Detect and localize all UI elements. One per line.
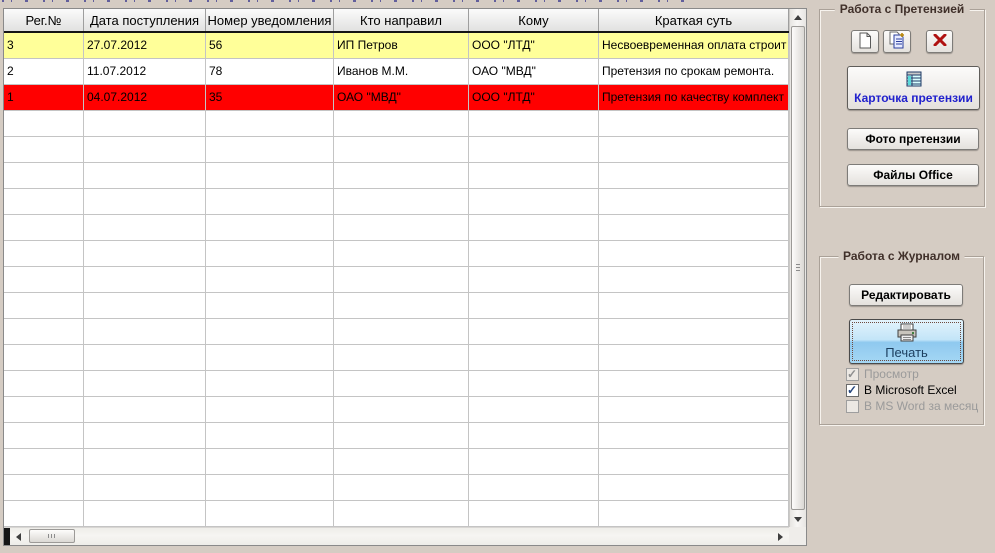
- new-claim-button[interactable]: [851, 30, 879, 53]
- table-row-empty[interactable]: [4, 293, 789, 319]
- table-cell[interactable]: ОАО "МВД": [469, 59, 599, 85]
- excel-checkbox[interactable]: [846, 384, 859, 397]
- table-cell[interactable]: ООО "ЛТД": [469, 33, 599, 59]
- arrow-up-icon: [794, 15, 802, 20]
- claims-journal-grid: [3, 8, 807, 546]
- journal-checkbox-row[interactable]: [846, 367, 919, 381]
- office-files-button-label: Файлы Office: [873, 168, 953, 182]
- claim-panel-groupbox: [819, 2, 985, 207]
- journal-checkbox-row[interactable]: [846, 383, 957, 397]
- table-row-empty[interactable]: [4, 371, 789, 397]
- table-cell[interactable]: 1: [4, 85, 84, 111]
- table-header: [4, 9, 789, 33]
- horizontal-scrollbar[interactable]: [4, 527, 789, 545]
- copy-document-icon: [888, 31, 906, 52]
- table-row[interactable]: [4, 33, 789, 59]
- column-header: Краткая суть: [599, 9, 789, 31]
- column-header: Кто направил: [334, 9, 469, 31]
- scroll-down-button[interactable]: [790, 511, 806, 527]
- claim-card-button[interactable]: [847, 66, 980, 110]
- scroll-left-button[interactable]: [11, 528, 26, 545]
- excel-checkbox-label: В Microsoft Excel: [864, 383, 957, 397]
- table-row-empty[interactable]: [4, 111, 789, 137]
- table-row-empty[interactable]: [4, 267, 789, 293]
- table-row-empty[interactable]: [4, 319, 789, 345]
- column-header: Номер уведомления: [206, 9, 334, 31]
- column-header: Рег.№: [4, 9, 84, 31]
- word-checkbox[interactable]: [846, 400, 859, 413]
- table-row-empty[interactable]: [4, 241, 789, 267]
- journal-checkbox-row[interactable]: [846, 399, 978, 413]
- table-row-empty[interactable]: [4, 345, 789, 371]
- scroll-right-button[interactable]: [773, 528, 788, 545]
- table-cell[interactable]: 56: [206, 33, 334, 59]
- delete-claim-button[interactable]: [926, 30, 953, 53]
- table-row-empty[interactable]: [4, 423, 789, 449]
- vertical-scroll-thumb[interactable]: [791, 26, 805, 510]
- table-row-empty[interactable]: [4, 137, 789, 163]
- table-cell[interactable]: ИП Петров: [334, 33, 469, 59]
- table-cell[interactable]: 2: [4, 59, 84, 85]
- journal-panel-title: Работа с Журналом: [838, 249, 965, 263]
- claim-panel-title: Работа с Претензией: [835, 2, 970, 16]
- edit-journal-button[interactable]: [849, 284, 963, 306]
- table-cell[interactable]: Несвоевременная оплата строит: [599, 33, 789, 59]
- table-cell[interactable]: 78: [206, 59, 334, 85]
- vertical-scrollbar[interactable]: [789, 9, 806, 527]
- table-cell[interactable]: 11.07.2012: [84, 59, 206, 85]
- thumb-grip-icon: [796, 264, 800, 272]
- table-cell[interactable]: ОАО "МВД": [334, 85, 469, 111]
- journal-panel-groupbox: [819, 249, 984, 425]
- claim-card-icon: [906, 71, 922, 90]
- thumb-grip-icon: [48, 534, 56, 538]
- office-files-button[interactable]: [847, 164, 979, 186]
- table-cell[interactable]: 3: [4, 33, 84, 59]
- table-row-empty[interactable]: [4, 501, 789, 527]
- table-body: [4, 33, 789, 527]
- table-cell[interactable]: Претензия по срокам ремонта.: [599, 59, 789, 85]
- claim-photo-button[interactable]: [847, 128, 979, 150]
- table-cell[interactable]: Иванов М.М.: [334, 59, 469, 85]
- clipped-title-remnant: [2, 0, 692, 2]
- table-cell[interactable]: 35: [206, 85, 334, 111]
- table-row-empty[interactable]: [4, 163, 789, 189]
- new-document-icon: [857, 32, 873, 52]
- word-checkbox-label: В MS Word за месяц: [864, 399, 979, 413]
- table-row-empty[interactable]: [4, 449, 789, 475]
- claim-photo-button-label: Фото претензии: [865, 132, 961, 146]
- print-button-label: Печать: [885, 345, 928, 360]
- record-selector-bar: [4, 528, 10, 545]
- print-button[interactable]: [849, 319, 964, 364]
- arrow-left-icon: [16, 533, 21, 541]
- table-row-empty[interactable]: [4, 189, 789, 215]
- claim-card-button-label: Карточка претензии: [854, 91, 973, 105]
- table-row[interactable]: [4, 85, 789, 111]
- preview-checkbox[interactable]: [846, 368, 859, 381]
- copy-claim-button[interactable]: [883, 30, 911, 53]
- column-header: Дата поступления: [84, 9, 206, 31]
- scroll-up-button[interactable]: [790, 9, 806, 25]
- arrow-down-icon: [794, 517, 802, 522]
- table-cell[interactable]: Претензия по качеству комплект: [599, 85, 789, 111]
- table-cell[interactable]: 27.07.2012: [84, 33, 206, 59]
- preview-checkbox-label: Просмотр: [864, 367, 919, 381]
- column-header: Кому: [469, 9, 599, 31]
- arrow-right-icon: [778, 533, 783, 541]
- scrollbar-corner: [789, 527, 806, 545]
- edit-journal-button-label: Редактировать: [861, 288, 951, 302]
- table-cell[interactable]: 04.07.2012: [84, 85, 206, 111]
- table-row-empty[interactable]: [4, 475, 789, 501]
- delete-x-icon: [933, 34, 947, 49]
- horizontal-scroll-thumb[interactable]: [29, 529, 75, 543]
- table-cell[interactable]: ООО "ЛТД": [469, 85, 599, 111]
- table-row-empty[interactable]: [4, 215, 789, 241]
- table-row[interactable]: [4, 59, 789, 85]
- table-row-empty[interactable]: [4, 397, 789, 423]
- printer-icon: [896, 323, 918, 345]
